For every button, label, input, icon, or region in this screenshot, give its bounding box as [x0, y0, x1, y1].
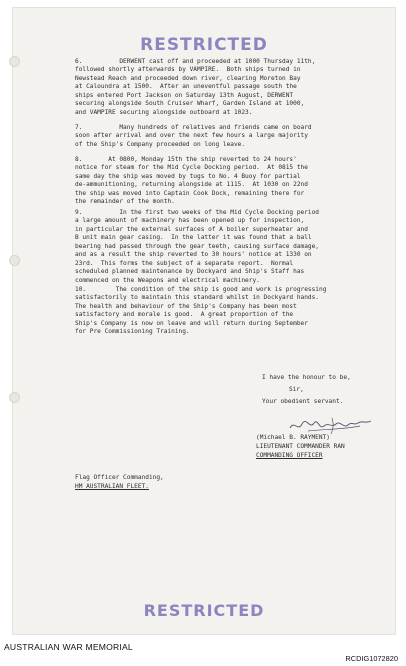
punch-hole-icon — [9, 392, 20, 403]
closing-line-sir: Sir, — [289, 386, 304, 393]
document-page — [13, 8, 395, 634]
paragraph-7: 7. Many hundreds of relatives and friends came on board soon after arrival and over the next few hours a large majority of the Ship's Company proceeded on long leave. — [75, 124, 312, 148]
signatory-name: (Michael B. RAYMENT) — [256, 434, 330, 441]
paragraph-8: 8. At 0800, Monday 15th the ship reverted to 24 hours' notice for steam for the Mid Cycle Docking period. At 0815 the same day the ship was moved by tugs to No. 4 Buoy for partial de-ammunitioning, returning alongside at 1115. At 1030 on 22nd the ship was moved into Captain Cook Dock, remaining there for the remainder of the month. — [75, 156, 308, 206]
paragraph-9: 9. In the first two weeks of the Mid Cycle Docking period a large amount of machinery has been opened up for inspection, in particular the external surfaces of A boiler superheater and B unit main gear casing. In the latter it was found that a ball bearing had passed through the gear teeth, causing surface damage, and as a result the ship reverted to 30 hours' notice at 1330 on 23rd. This forms the subject of a separate report. Normal scheduled planned maintenance by Dockyard and Ship's Staff has commenced on the Weapons and electrical machinery. — [75, 209, 320, 284]
paragraph-10: 10. The condition of the ship is good and work is progressing satisfactorily to maintain this standard whilst in Dockyard hands. The health and behaviour of the Ship's Company has been most satisfactory and morale is good. A great proportion of the Ship's Company is now on leave and will return during September for Pre Commissioning Training. — [75, 286, 327, 336]
footer-institution: AUSTRALIAN WAR MEMORIAL — [4, 642, 133, 652]
restricted-stamp-bottom-text: RESTRICTED — [143, 601, 265, 620]
footer-reference: RCDIG1072820 — [345, 654, 398, 663]
punch-hole-icon — [9, 56, 20, 67]
punch-hole-icon — [9, 255, 20, 266]
signatory-title: COMMANDING OFFICER — [256, 452, 323, 459]
restricted-stamp-top-text: RESTRICTED — [140, 35, 268, 55]
restricted-stamp-bottom — [13, 601, 395, 620]
paragraph-6: 6. DERWENT cast off and proceeded at 1000 Thursday 11th, followed shortly afterwards by VAMPIRE. Both ships turned in Newstead Reach and proceeded down river, clearing Moreton Bay at Caloundra at 1500. After an uneventful passage south the ships entered Port Jackson on Saturday 13th August, DERWENT securing alongside South Cruiser Wharf, Garden Island at 1000, and VAMPIRE securing alongside outboard at 1023. — [75, 58, 316, 116]
restricted-stamp-top — [13, 35, 395, 55]
addressee-line-1: Flag Officer Commanding, — [75, 474, 164, 481]
closing-line-honour: I have the honour to be, — [262, 374, 351, 381]
closing-line-servant: Your obedient servant. — [262, 398, 344, 405]
addressee-line-2: HM AUSTRALIAN FLEET. — [75, 483, 149, 490]
signatory-rank: LIEUTENANT COMMANDER RAN — [256, 443, 345, 450]
